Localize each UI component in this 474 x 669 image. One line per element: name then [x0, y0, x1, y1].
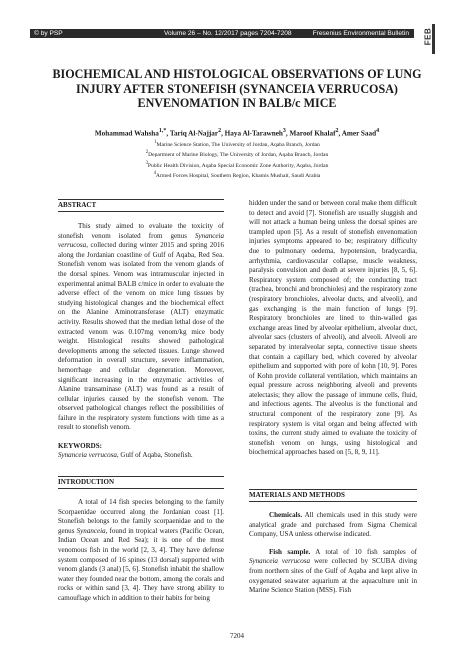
- right-column-body: [249, 199, 417, 458]
- keywords-rest: , Gulf of Aqaba, Stonefish.: [116, 451, 193, 459]
- page-number: 7204: [230, 632, 244, 640]
- keywords-heading: KEYWORDS:: [58, 442, 102, 450]
- journal-logo: [420, 22, 436, 56]
- introduction-text: A total of 14 fish species belonging to the family Scorpaenidae occurred along the Jordanian coast [1]. Stonefish belongs to the family scorpaenidae and to the genus: [58, 498, 224, 535]
- keywords-text: [58, 451, 224, 461]
- introduction-text: , found in tropical waters (Pacific Ocean, Indian Ocean and Red Sea); it is one of the most venomous fish in the world [2, 3, 4]. They have defense system composed of 16 spines (13 dorsal) supported with venom glands (3 anal) [5, 6]. Stonefish inhabit the shallow water they founded near the bottom, among the corals and rocks or within sand [3, 4]. They have strong ability to camouflage which in addition to their habits for being: [58, 526, 225, 602]
- header-copyright: © by PSP: [34, 30, 63, 37]
- affiliation-item: [30, 170, 444, 180]
- abstract-heading: ABSTRACT: [58, 201, 97, 209]
- author-affiliation-mark: 4: [376, 128, 380, 134]
- introduction-heading: INTRODUCTION: [58, 478, 115, 486]
- chemicals-label: Chemicals.: [269, 511, 303, 519]
- section-rule: [58, 199, 224, 200]
- fish-sample-paragraph: [249, 548, 417, 596]
- affiliation-mark: 2: [145, 150, 149, 156]
- author-list: Mohammad Wahsha$^{1,*}$, Tariq Al-Najjar$^2$, Haya Al-Tarawneh$^3$, Maroof Khalaf$^2$, Amer Saad$^4$: [94, 128, 380, 138]
- section-rule: [249, 501, 417, 502]
- introduction-body: [58, 498, 224, 604]
- affiliation-text: Marine Science Station, The University of Jordan, Aqaba Branch, Jordan: [156, 141, 320, 148]
- affiliation-list: [30, 139, 444, 181]
- author-affiliation-mark: 2: [218, 128, 222, 134]
- species-name: Synanceia verrucosa: [58, 451, 117, 459]
- journal-header-bar: [30, 29, 414, 38]
- section-rule: [58, 476, 224, 477]
- affiliation-mark: 1: [154, 140, 157, 145]
- fish-sample-text: were collected by SCUBA diving from northern sites of the Gulf of Aqaba and kept alive in oxygenated seawater aquarium at the aquaculture unit in Marine Science Station (MSS). Fish: [249, 557, 417, 595]
- methods-heading: MATERIALS AND METHODS: [249, 491, 345, 499]
- author-name: Maroof Khalaf: [289, 129, 336, 138]
- author-name: Mohammad Wahsha: [94, 129, 159, 138]
- author-name: Amer Saad: [341, 129, 377, 138]
- chemicals-paragraph: [249, 511, 417, 540]
- affiliation-mark: 4: [153, 171, 156, 177]
- section-rule: [249, 489, 417, 490]
- author-affiliation-mark: 1,*: [158, 128, 167, 134]
- header-journal-name: Fresenius Environmental Bulletin: [312, 30, 409, 37]
- journal-logo-text: FEB: [423, 27, 433, 46]
- genus-name: Synanceia: [76, 526, 106, 535]
- abstract-text: , collected during winter 2015 and spring 2016 along the Jordanian coastline of Gulf of Aqaba, Red Sea. Stonefish venom was isolated from the venom glands of the dorsal spines. Venom was intramuscular injected in experimental animal BALB c/mice in order to evaluate the adverse effect of the venom on mice lung tissues by studying histological changes and the biochemical effect on the Alanine Aminotransferase (ALT) enzymatic activity. Results showed that the median lethal dose of the extracted venom was 0.107mg venom/kg mice body weight. Histological results showed pathological developments among the selected tissues. Lunge showed deformation in overall structure, severe inflammation, hemorrhage and cellular degeneration. Moreover, significant increasing in the enzymatic activities of Alanine transaminase (ALT) was found as a result of cellular injuries caused by the stonefish venom. The observed pathological changes reflect the possibilities of failure in the respiratory system functions with time as a result to stonefish venom.: [58, 241, 224, 432]
- abstract-body: [58, 222, 224, 433]
- author-affiliation-mark: 2: [335, 128, 339, 134]
- affiliation-text: Armed Forces Hospital, Southern Region, Khamis Mushait, Saudi Arabia: [155, 173, 321, 180]
- section-rule: [58, 488, 224, 489]
- journal-logo-bar: [432, 24, 435, 54]
- section-rule: [58, 211, 224, 212]
- affiliation-item: [30, 139, 444, 149]
- affiliation-text: Public Health Division, Aqaba Special Economic Zone Authority, Aqaba, Jordan: [147, 162, 329, 169]
- species-name: Synanceia verrucosa: [249, 557, 311, 566]
- paper-title: BIOCHEMICAL AND HISTOLOGICAL OBSERVATIONS OF LUNG INJURY AFTER STONEFISH (SYNANCEIA VERRUCOSA) ENVENOMATION IN BALB/c MICE: [52, 67, 422, 111]
- abstract-text: This study aimed to evaluate the toxicity of stonefish venom isolated from genus: [58, 222, 224, 240]
- methods-body: [249, 511, 417, 596]
- chemicals-text: All chemicals used in this study were analytical grade and purchased from Sigma Chemical Company, USA unless otherwise indicated.: [249, 511, 417, 539]
- fish-sample-label: Fish sample.: [269, 547, 311, 556]
- affiliation-item: [30, 149, 444, 159]
- fish-sample-text: A total of 10 fish samples of: [310, 547, 418, 556]
- species-name: Synanceia verrucosa: [58, 231, 224, 250]
- introduction-continued: hidden under the sand or between coral make them difficult to detect and avoid [7]. Stonefish are usually sluggish and will not attack a human being unless the dorsal spines are trampled upon [5]. As a result of stonefish envenomation injuries symptoms appeared to be; respiratory difficulty due to pulmonary oedema, hypotension, bradycardia, arrhythmia, cardiovascular collapse, muscle weakness, paralysis convulsion and death at severe injuries [8, 5, 6]. Respiratory system composed of; the conducting tract (trachea, bronchi and bronchioles) and the respiratory zone (respiratory bronchioles, alveolar ducts, and alveoli), and gas exchanging is the main function of lungs [9]. Respiratory bronchioles are lined to thin-walled gas exchange areas lined by alveolar epithelium, alveolar duct, alveolar sacs (clusters of alveoli), and alveoli. Alveoli are separated by interalveolar septa, connective tissue sheets that contain a capillary bed, which covered by alveolar epithelium and supported with pore of kohn [10, 9]. Pores of Kohn provide collateral ventilation, which maintains an equal pressure across neighboring alveoli and prevents atelectasis; they allow the passage of immune cells, fluid, and infectious agents. The alveolus is the functional and structural component of the respiratory zone [9]. As respiratory system is vital organ and being affected with toxins, the current study aimed to evaluate the toxicity of stonefish venom on lungs, using histological and biochemical approaches based on [5, 8, 9, 11].: [249, 199, 417, 457]
- affiliation-text: Department of Marine Biology, The University of Jordan, Aqaba Branch, Jordan: [148, 152, 329, 159]
- author-name: Haya Al-Tarawneh: [224, 129, 283, 138]
- header-volume-info: Volume 26 – No. 12/2017 pages 7204-7208: [164, 30, 292, 37]
- author-affiliation-mark: 3: [282, 128, 286, 134]
- author-name: Tariq Al-Najjar: [169, 129, 219, 138]
- affiliation-mark: 3: [145, 160, 148, 166]
- affiliation-item: [30, 160, 444, 170]
